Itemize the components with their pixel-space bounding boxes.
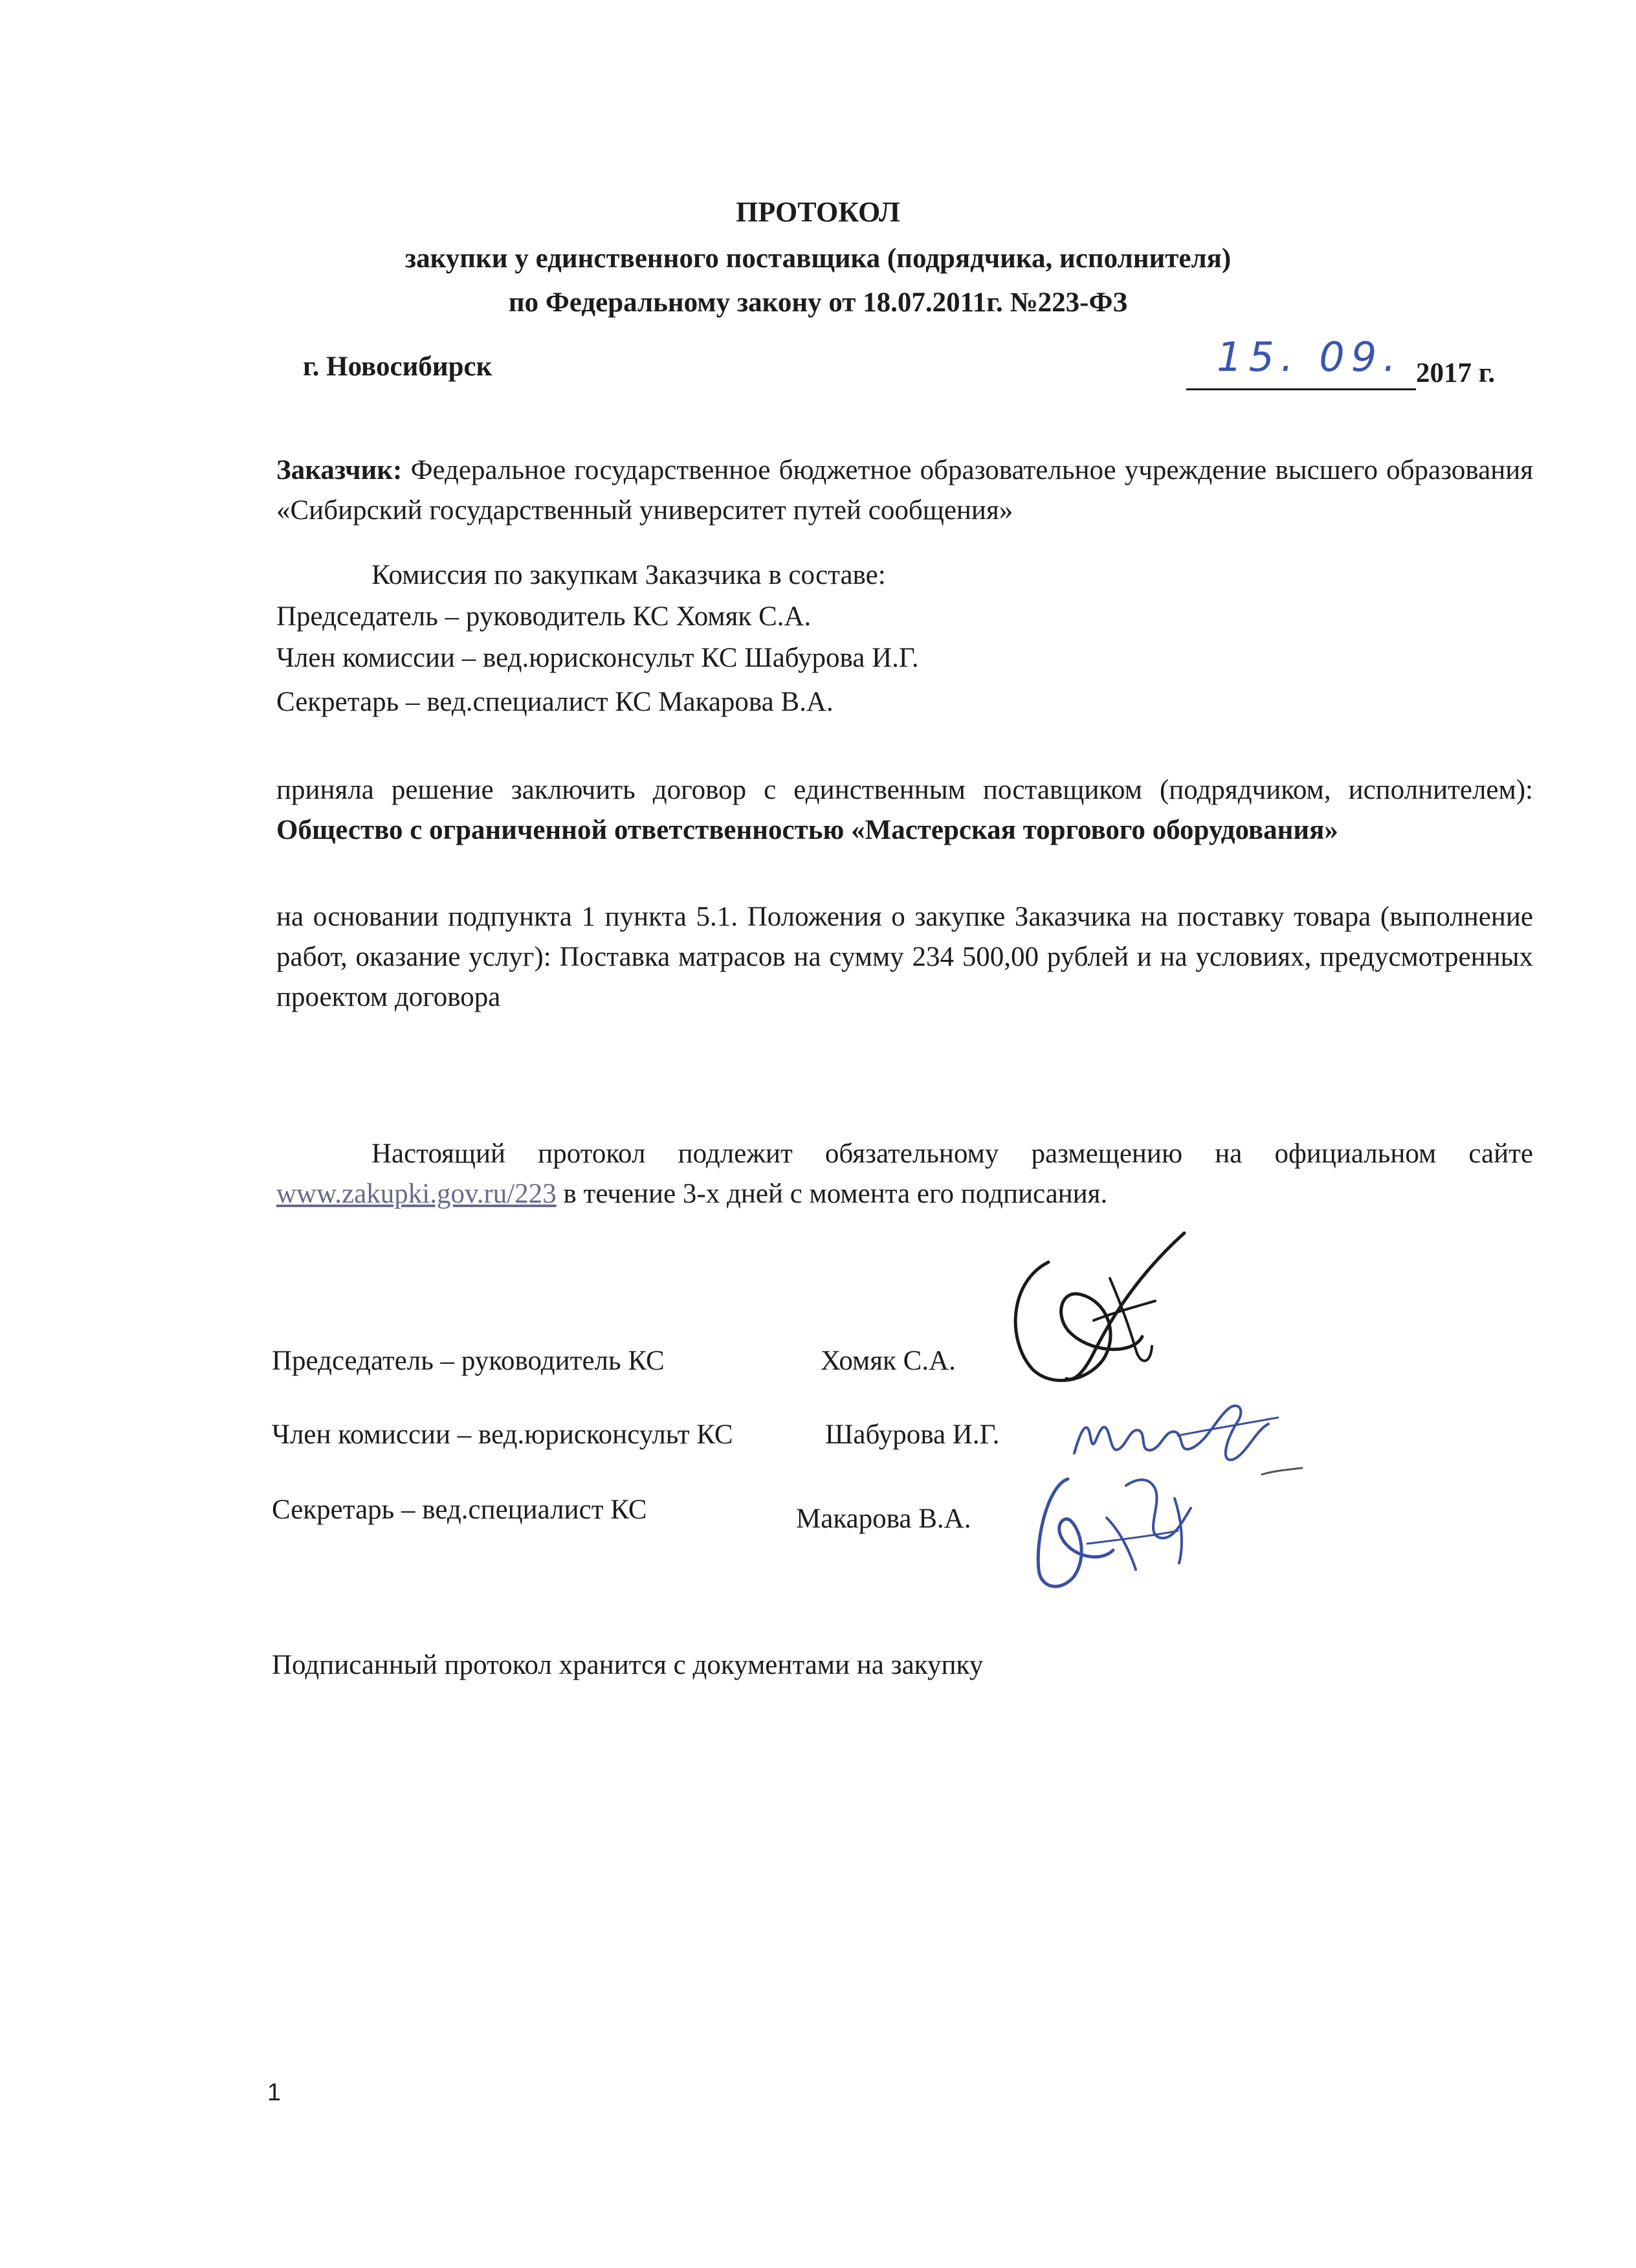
handwritten-date: 15. 09. [1217, 333, 1402, 381]
publication-paragraph [276, 1134, 1533, 1214]
city: г. Новосибирск [303, 351, 492, 382]
date-underline [1186, 388, 1416, 390]
secretary-signature [1010, 1460, 1223, 1602]
decision-basis: на основании подпункта 1 пункта 5.1. Положения о закупке Заказчика на поставку товара (выполнение работ, оказание услуг): Поставка матрасов на сумму 234 500,00 рублей и на условиях, предусмотренных проектом договора [276, 902, 1533, 1012]
decision-text: приняла решение заключить договор с единственным поставщиком (подрядчиком, исполнителем): [276, 775, 1533, 805]
commission-intro: Комиссия по закупкам Заказчика в составе: [371, 560, 886, 590]
commission-member-member: Член комиссии – вед.юрисконсульт КС Шабурова И.Г. [276, 643, 919, 673]
decision-paragraph [276, 770, 1533, 850]
page-number: 1 [267, 2079, 282, 2106]
customer-paragraph [276, 450, 1533, 531]
supplier-name: Общество с ограниченной ответственностью «Мастерская торгового оборудования» [276, 815, 1338, 845]
footer-note: Подписанный протокол хранится с документами на закупку [272, 1650, 984, 1680]
publication-text: Настоящий протокол подлежит обязательному размещению на официальном сайте [371, 1139, 1533, 1169]
year: 2017 г. [1416, 358, 1496, 388]
document-subtitle-line1: закупки у единственного поставщика (подрядчика, исполнителя) [404, 243, 1232, 274]
customer-label: Заказчик: [276, 455, 403, 485]
commission-member-secretary: Секретарь – вед.специалист КС Макарова В.А. [276, 687, 834, 717]
signature-name-member: Шабурова И.Г. [825, 1419, 1000, 1450]
chairman-signature [997, 1223, 1210, 1418]
signature-role-member: Член комиссии – вед.юрисконсульт КС [272, 1419, 733, 1450]
signature-name-chairman: Хомяк С.А. [821, 1346, 956, 1376]
publication-link[interactable]: www.zakupki.gov.ru/223 [276, 1179, 557, 1209]
signature-role-secretary: Секретарь – вед.специалист КС [272, 1495, 647, 1525]
signature-role-chairman: Председатель – руководитель КС [272, 1346, 665, 1376]
customer-name: Федеральное государственное бюджетное образовательное учреждение высшего образования «Сибирский государственный университет путей сообщения» [276, 455, 1533, 526]
commission-member-chairman: Председатель – руководитель КС Хомяк С.А. [276, 601, 812, 632]
signature-name-secretary: Макарова В.А. [796, 1504, 971, 1534]
publication-text-end: в течение 3-х дней с момента его подписания. [556, 1179, 1108, 1209]
document-subtitle-line2: по Федеральному закону от 18.07.2011г. №223-ФЗ [508, 287, 1128, 318]
document-title: ПРОТОКОЛ [736, 196, 900, 228]
